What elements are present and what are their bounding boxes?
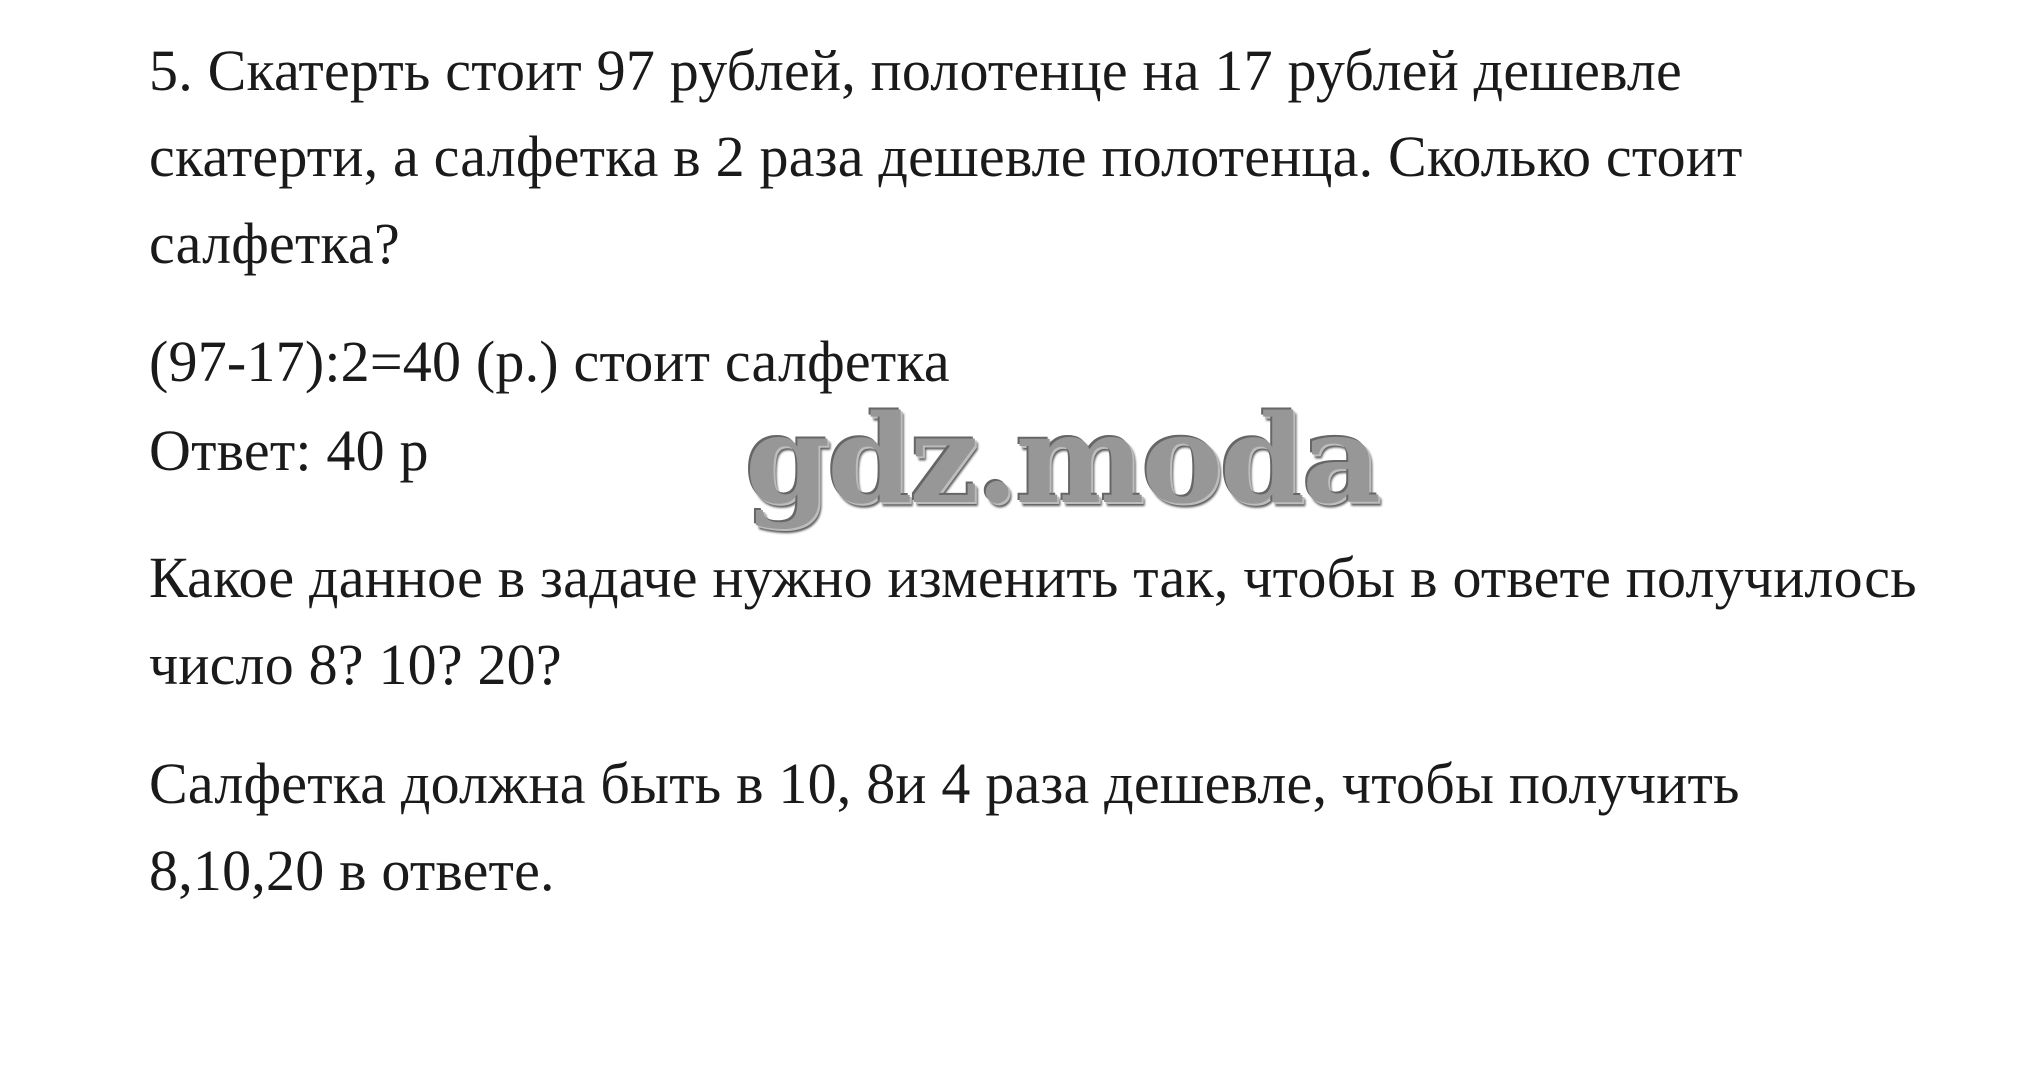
solution-expression: (97-17):2=40 (р.) стоит салфетка xyxy=(149,329,950,394)
response-line-1: Салфетка должна быть в 10, 8и 4 раза дешевле, чтобы получить xyxy=(149,751,1740,816)
task-line-3: салфетка? xyxy=(149,211,400,276)
task-line-2: скатерти, а салфетка в 2 раза дешевле полотенца. Сколько стоит xyxy=(149,124,1743,189)
solution-answer: Ответ: 40 р xyxy=(149,418,429,483)
task-line-1: 5. Скатерть стоит 97 рублей, полотенце на 17 рублей дешевле xyxy=(149,38,1682,103)
question-line-2: число 8? 10? 20? xyxy=(149,632,562,697)
question-line-1: Какое данное в задаче нужно изменить так, чтобы в ответе получилось xyxy=(149,545,1917,610)
watermark-logo: gdz.moda xyxy=(745,387,1379,531)
response-line-2: 8,10,20 в ответе. xyxy=(149,838,555,903)
